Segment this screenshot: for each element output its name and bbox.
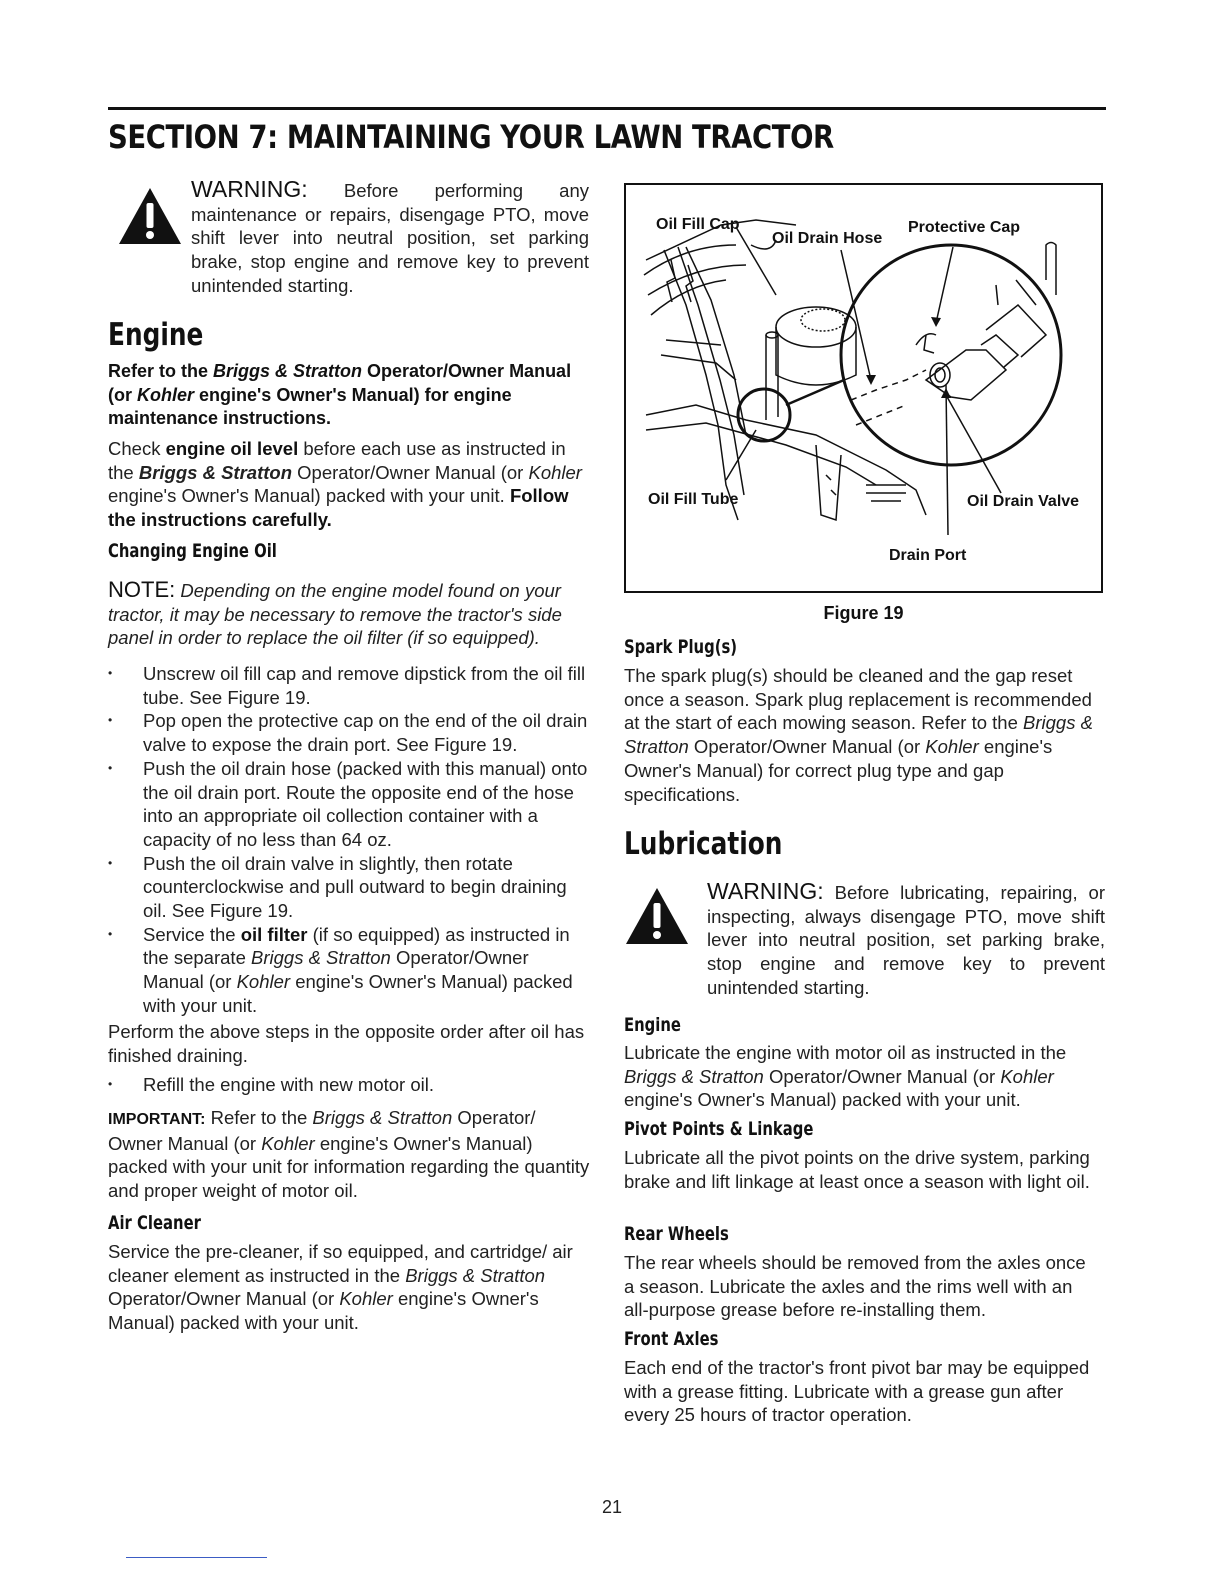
text: Refer to the bbox=[205, 1107, 313, 1128]
warning-text: Before lubricating, repairing, or inspecting, always disengage PTO, move shift lever into neutral position, set parking brake, stop engine and remove key to prevent unintended starting. bbox=[707, 882, 1105, 998]
text: Refer to the bbox=[108, 361, 214, 381]
rear-wheels-text: The rear wheels should be removed from the axles once a season. Lubricate the axles and the rims well with an all-purpose grease before re-installing them. bbox=[624, 1252, 1086, 1321]
spark-plugs-text bbox=[624, 664, 1104, 806]
lubrication-heading: Lubrication bbox=[624, 826, 783, 862]
note-text: Depending on the engine model found on your tractor, it may be necessary to remove the tractor's side panel in order to replace the oil filter (if so equipped). bbox=[108, 580, 562, 649]
text: Operator/Owner Manual (or bbox=[143, 947, 529, 993]
warning-label: WARNING: bbox=[707, 878, 824, 904]
list-item: • Push the oil drain hose (packed with this manual) onto the oil drain port. Route the opposite end of the hose into an appropriate oil collection container with a capacity of no less than 64 oz. bbox=[108, 757, 590, 852]
front-axles-text: Each end of the tractor's front pivot bar may be equipped with a grease fitting. Lubricate with a grease gun after every 25 hours of tractor operation. bbox=[624, 1357, 1090, 1426]
section-title: SECTION 7: MAINTAINING YOUR LAWN TRACTOR bbox=[108, 118, 834, 156]
refill-list bbox=[108, 1073, 590, 1097]
warning-label: WARNING: bbox=[191, 176, 308, 202]
text: Check bbox=[108, 438, 166, 459]
air-cleaner-heading: Air Cleaner bbox=[108, 1212, 201, 1234]
warning-triangle-icon bbox=[117, 186, 183, 246]
figure-caption: Figure 19 bbox=[823, 603, 904, 623]
brand: Briggs & Stratton bbox=[624, 1065, 764, 1087]
top-rule bbox=[108, 107, 1106, 110]
text: Operator/Owner Manual (or bbox=[108, 361, 572, 405]
oil-steps-list bbox=[108, 662, 590, 1018]
label-protective-cap: Protective Cap bbox=[908, 219, 1021, 236]
figure-19 bbox=[624, 183, 1103, 593]
label-oil-drain-valve: Oil Drain Valve bbox=[967, 493, 1080, 510]
brand: Kohler bbox=[528, 461, 582, 483]
brand: Kohler bbox=[925, 736, 979, 758]
bold-text: Follow the instructions carefully. bbox=[108, 485, 569, 531]
brand: Kohler bbox=[1000, 1065, 1054, 1087]
text: engine's Owner's Manual) for correct plug type and gap specifications. bbox=[624, 736, 1053, 805]
text: The spark plug(s) should be cleaned and the gap reset once a season. Spark plug replacement is recommended at the start of each mowing season. Refer to the bbox=[624, 665, 1092, 734]
brand: Kohler bbox=[339, 1288, 393, 1310]
engine-check bbox=[108, 437, 590, 532]
list-item: • Unscrew oil fill cap and remove dipstick from the oil fill tube. See Figure 19. bbox=[108, 662, 590, 709]
brand: Briggs & Stratton bbox=[624, 712, 1093, 758]
text: Operator/Owner Manual (or bbox=[108, 1288, 340, 1310]
text: engine's Owner's Manual) packed with your unit. bbox=[143, 971, 573, 1016]
important-note bbox=[108, 1106, 590, 1203]
text: engine's Owner's Manual) packed with your unit. bbox=[108, 1288, 539, 1334]
brand: Kohler bbox=[261, 1132, 315, 1154]
list-item: • Pop open the protective cap on the end of the oil drain valve to expose the drain port. See Figure 19. bbox=[108, 709, 590, 756]
text: before each use as instructed in the bbox=[108, 438, 566, 483]
important-label: IMPORTANT: bbox=[108, 1111, 206, 1128]
footer-link-line bbox=[126, 1557, 267, 1558]
list-item bbox=[108, 923, 590, 1018]
brand: Briggs & Stratton bbox=[312, 1107, 453, 1128]
changing-oil-heading: Changing Engine Oil bbox=[108, 540, 277, 562]
list-item: • Push the oil drain valve in slightly, then rotate counterclockwise and pull outward to begin draining oil. See Figure 19. bbox=[108, 852, 590, 923]
list-item: • Refill the engine with new motor oil. bbox=[108, 1073, 590, 1097]
text: engine's Owner's Manual) packed with your unit for information regarding the quantity and proper weight of motor oil. bbox=[108, 1132, 590, 1202]
text: engine's Owner's Manual) packed with your unit. bbox=[624, 1089, 1021, 1111]
spark-plugs-heading: Spark Plug(s) bbox=[624, 636, 738, 658]
warning-text: Before performing any maintenance or repairs, disengage PTO, move shift lever into neutral position, set parking brake, stop engine and remove key to prevent unintended starting. bbox=[191, 180, 590, 296]
engine-refer bbox=[108, 360, 590, 431]
pivot-heading: Pivot Points & Linkage bbox=[624, 1118, 814, 1140]
text: (if so equipped) as instructed in the separate bbox=[143, 923, 570, 969]
brand: Briggs & Stratton bbox=[138, 461, 292, 483]
note-label: NOTE: bbox=[108, 577, 176, 602]
brand: Briggs & Stratton bbox=[213, 361, 363, 381]
warning-1 bbox=[191, 178, 589, 298]
lube-engine-text bbox=[624, 1041, 1104, 1112]
pivot-text: Lubricate all the pivot points on the drive system, parking brake and lift linkage at least once a season with light oil. bbox=[624, 1147, 1090, 1192]
rear-wheels-heading: Rear Wheels bbox=[624, 1223, 729, 1245]
page-number: 21 bbox=[601, 1497, 623, 1517]
air-cleaner-text bbox=[108, 1240, 590, 1335]
warning-2 bbox=[707, 880, 1105, 1000]
front-axles-heading: Front Axles bbox=[624, 1328, 719, 1350]
label-oil-fill-cap: Oil Fill Cap bbox=[656, 216, 740, 233]
brand: Kohler bbox=[236, 971, 291, 993]
label-drain-port: Drain Port bbox=[889, 547, 967, 564]
brand: Briggs & Stratton bbox=[251, 947, 391, 969]
text: Operator/Owner Manual (or bbox=[763, 1065, 1001, 1087]
text: Operator/Owner Manual (or bbox=[688, 736, 926, 758]
label-oil-fill-tube: Oil Fill Tube bbox=[648, 491, 739, 508]
bold-text: oil filter bbox=[240, 923, 308, 945]
text: Operator/ Owner Manual (or bbox=[108, 1107, 536, 1154]
text: Service the bbox=[143, 923, 241, 945]
engine-heading: Engine bbox=[108, 317, 204, 353]
warning-triangle-icon bbox=[624, 886, 690, 946]
brand: Briggs & Stratton bbox=[405, 1264, 546, 1286]
text: Lubricate the engine with motor oil as instructed in the bbox=[624, 1042, 1067, 1063]
perform-text: Perform the above steps in the opposite order after oil has finished draining. bbox=[108, 1021, 585, 1066]
text: Service the pre-cleaner, if so equipped, and cartridge/ air cleaner element as instructed in the bbox=[108, 1241, 573, 1286]
label-oil-drain-hose: Oil Drain Hose bbox=[772, 230, 883, 247]
brand: Kohler bbox=[137, 384, 195, 405]
text: engine's Owner's Manual) for engine maintenance instructions. bbox=[108, 384, 512, 429]
note bbox=[108, 578, 594, 650]
text: engine's Owner's Manual) packed with your unit. bbox=[108, 485, 510, 507]
bold-text: engine oil level bbox=[165, 438, 299, 459]
lube-engine-heading: Engine bbox=[624, 1014, 681, 1036]
text: Operator/Owner Manual (or bbox=[292, 461, 529, 483]
